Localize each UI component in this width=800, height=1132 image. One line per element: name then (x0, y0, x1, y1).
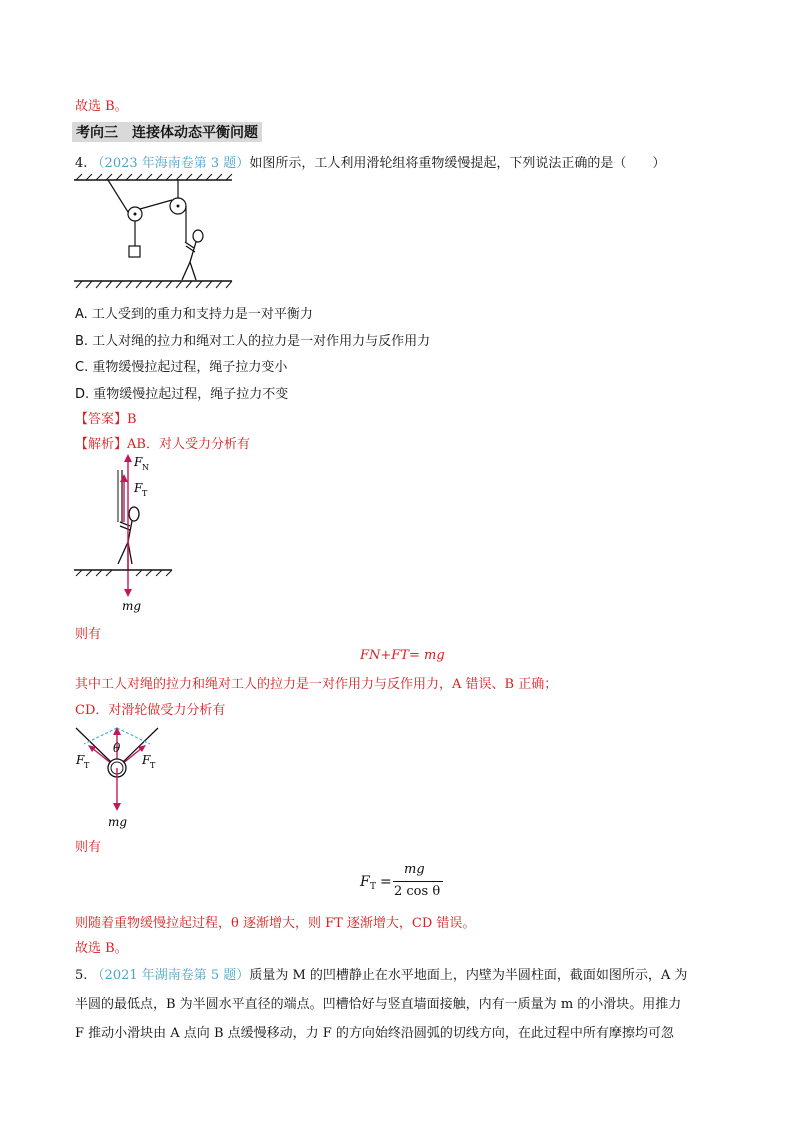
eq2-den: 2 cos θ (394, 884, 441, 899)
analysis-ab-text: AB．对人受力分析有 (127, 437, 250, 452)
ft-label: F (134, 481, 143, 495)
fraction-bar (393, 881, 443, 882)
ft-left-subscript: T (84, 761, 90, 770)
prev-conclusion: 故选 B。 (75, 99, 128, 114)
q4-option-a: A. 工人受到的重力和支持力是一对平衡力 (75, 307, 313, 322)
mg-label: mg (122, 599, 142, 613)
worker-force-figure (72, 452, 182, 614)
q4-stem (75, 152, 665, 171)
q5-line-1 (75, 964, 687, 983)
ft-subscript: T (142, 489, 148, 498)
conclusion-ab: 其中工人对绳的拉力和绳对工人的拉力是一对作用力与反作用力，A 错误、B 正确； (75, 677, 558, 692)
then-2: 则有 (75, 840, 102, 855)
q4-option-b: B. 工人对绳的拉力和绳对工人的拉力是一对作用力与反作用力 (75, 334, 431, 349)
mg-label-2: mg (108, 815, 128, 829)
q4-analysis-ab (75, 433, 250, 452)
q5-text-1: 质量为 M 的凹槽静止在水平地面上，内壁为半圆柱面，截面如图所示，A 为 (249, 968, 688, 983)
theta-label: θ (113, 741, 121, 755)
q5-line-2: 半圆的最低点，B 为半圆水平直径的端点。凹槽恰好与竖直墙面接触，内有一质量为 m 的小滑块。用推力 (75, 997, 682, 1012)
q5-line-3: F 推动小滑块由 A 点向 B 点缓慢移动，力 F 的方向始终沿圆弧的切线方向，在此过程中所有摩擦均可忽 (75, 1026, 674, 1041)
q4-option-d: D. 重物缓慢拉起过程，绳子拉力不变 (75, 387, 289, 402)
eq2-lhs: F (360, 874, 370, 890)
eq1-text: FN+FT= mg (360, 648, 445, 663)
q4-text: 如图所示，工人利用滑轮组将重物缓慢提起，下列说法正确的是（ ） (249, 156, 666, 171)
equation-1 (360, 648, 445, 663)
analysis-cd: CD．对滑轮做受力分析有 (75, 703, 226, 718)
fn-label: F (134, 455, 143, 469)
ft-right-subscript: T (150, 761, 156, 770)
then-1: 则有 (75, 627, 102, 642)
section-heading: 考向三 连接体动态平衡问题 (72, 122, 262, 142)
q4-number: 4. (75, 156, 88, 171)
q5-source: （2021 年湖南卷第 5 题） (91, 968, 250, 983)
ft-right-label: F (142, 753, 151, 767)
ft-left-label: F (76, 753, 85, 767)
eq2-num: mg (404, 862, 425, 877)
pulley-system-figure (72, 172, 237, 292)
fn-subscript: N (142, 463, 149, 472)
analysis-label: 【解析】 (75, 437, 128, 452)
q4-option-c: C. 重物缓慢拉起过程，绳子拉力变小 (75, 360, 288, 375)
eq2-sub: T (370, 882, 377, 892)
q4-answer: 【答案】B (75, 412, 137, 427)
q5-number: 5. (75, 968, 88, 983)
pulley-force-figure (70, 718, 170, 830)
conclusion-cd: 则随着重物缓慢拉起过程，θ 逐渐增大，则 FT 逐渐增大，CD 错误。 (75, 916, 476, 931)
q4-source: （2023 年海南卷第 3 题） (91, 156, 250, 171)
q4-final: 故选 B。 (75, 941, 128, 956)
